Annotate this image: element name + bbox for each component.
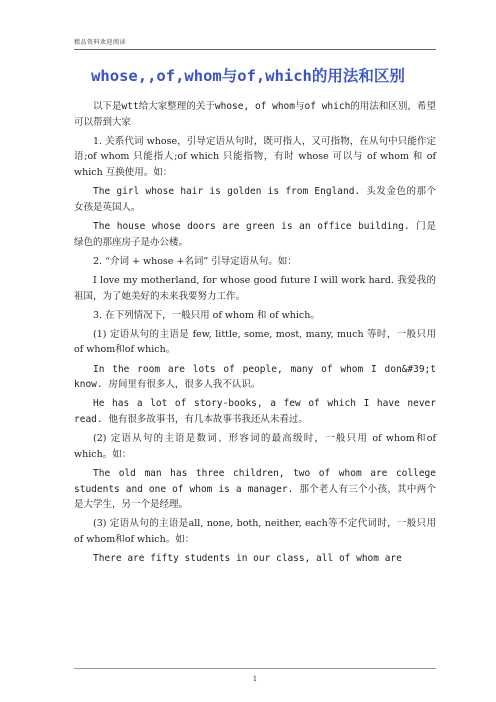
paragraph: (2) 定语从句的主语是数词、形容词的最高级时，一般只用 of whom和of which。如：	[74, 433, 436, 460]
document-body	[74, 99, 436, 570]
page-footer	[74, 668, 436, 683]
paragraph: (3) 定语从句的主语是all, none, both, neither, each等不定代词时，一般只用of whom和of which。如：	[74, 518, 436, 545]
example-sentence: In the room are lots of people, many of whom I don&#39;t know. 房间里有很多人，很多人我不认识。	[74, 363, 436, 391]
page-header	[74, 37, 436, 50]
header-text: 精品资料欢迎阅读	[74, 39, 127, 46]
page-number: 1	[252, 675, 258, 683]
example-sentence: There are fifty students in our class, all of whom are	[93, 553, 402, 565]
document-title: whose,,of,whom与of,which的用法和区别	[91, 67, 405, 85]
paragraph: 1. 关系代词 whose，引导定语从句时，既可指人，又可指物，在从句中只能作定语;of whom 只能指人;of which 只能指物，有时 whose 可以与 of whom 和 of which 互换使用。如：	[74, 135, 436, 178]
paragraph: 3. 在下列情况下，一般只用 of whom 和 of which。	[93, 309, 320, 321]
example-sentence: I love my motherland, for whose good future I will work hard. 我爱我的祖国，为了她美好的未来我要努力工作。	[74, 274, 436, 302]
example-sentence: The girl whose hair is golden is from England. 头发金色的那个女孩是英国人。	[74, 186, 436, 213]
intro-paragraph: 以下是wtt给大家整理的关于whose, of whom与of which的用法和区别，希望可以帮到大家	[74, 101, 436, 128]
example-sentence: The old man has three children, two of whom are college students and one of whom is a manager. 那个老人有三个小孩，其中两个是大学生，另一个是经理。	[74, 468, 436, 511]
paragraph: (1) 定语从句的主语是 few, little, some, most, many, much 等时，一般只用of whom和of which。	[74, 328, 436, 356]
example-sentence: The house whose doors are green is an office building. 门是绿色的那座房子是办公楼。	[74, 220, 436, 248]
paragraph: 2. “介词 + whose +名词” 引导定语从句。如：	[93, 255, 297, 267]
example-sentence: He has a lot of story-books, a few of which I have never read. 他有很多故事书，有几本故事书我还从未看过。	[74, 398, 436, 426]
